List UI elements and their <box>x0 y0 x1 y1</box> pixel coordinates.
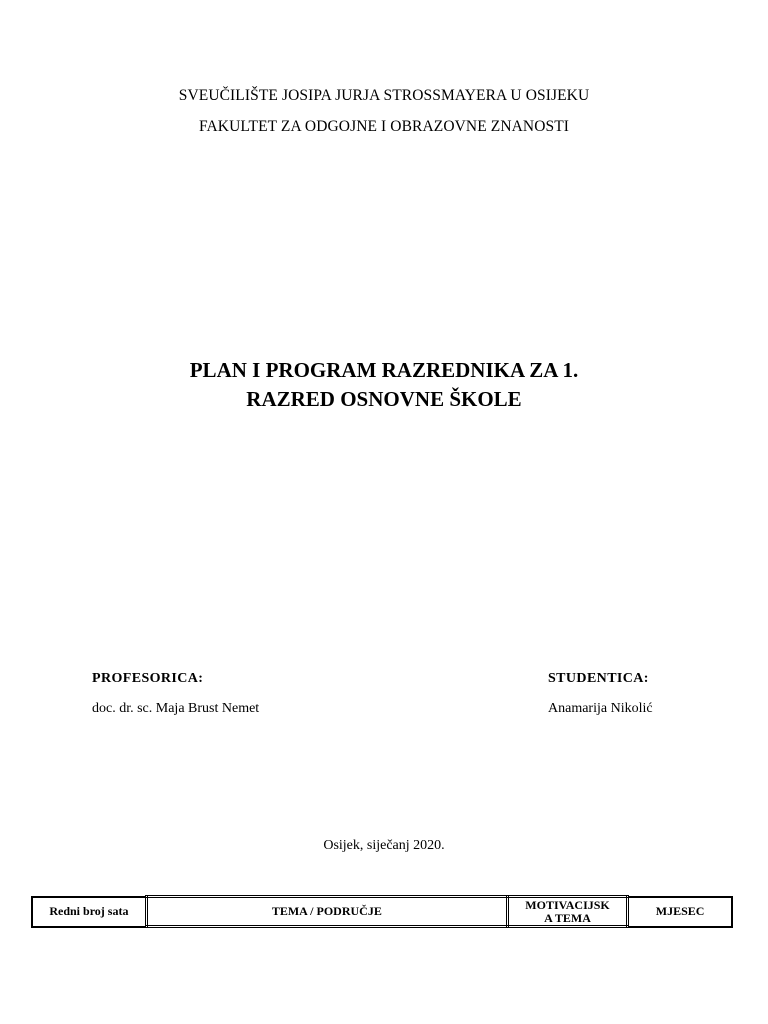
header-topic: TEMA / PODRUČJE <box>146 897 507 927</box>
table-header-row <box>32 897 732 927</box>
student-label: STUDENTICA: <box>548 671 649 686</box>
header-month: MJESEC <box>628 897 732 927</box>
header-motivation-line-1: MOTIVACIJSK <box>525 897 610 912</box>
title-line-1: PLAN I PROGRAM RAZREDNIKA ZA 1. <box>189 358 579 382</box>
header-motivation-theme <box>507 897 627 927</box>
professor-label: PROFESORICA: <box>92 671 204 686</box>
university-name: SVEUČILIŠTE JOSIPA JURJA STROSSMAYERA U OSIJEKU <box>178 87 590 104</box>
schedule-table <box>31 895 733 928</box>
header-motivation-line-2: A TEMA <box>544 910 591 925</box>
place-and-date: Osijek, siječanj 2020. <box>323 838 445 853</box>
student-name: Anamarija Nikolić <box>548 701 653 716</box>
document-title <box>0 356 768 414</box>
title-line-2: RAZRED OSNOVNE ŠKOLE <box>246 387 522 411</box>
faculty-name: FAKULTET ZA ODGOJNE I OBRAZOVNE ZNANOSTI <box>198 118 570 135</box>
professor-name: doc. dr. sc. Maja Brust Nemet <box>92 701 260 716</box>
header-lesson-number: Redni broj sata <box>32 897 146 927</box>
